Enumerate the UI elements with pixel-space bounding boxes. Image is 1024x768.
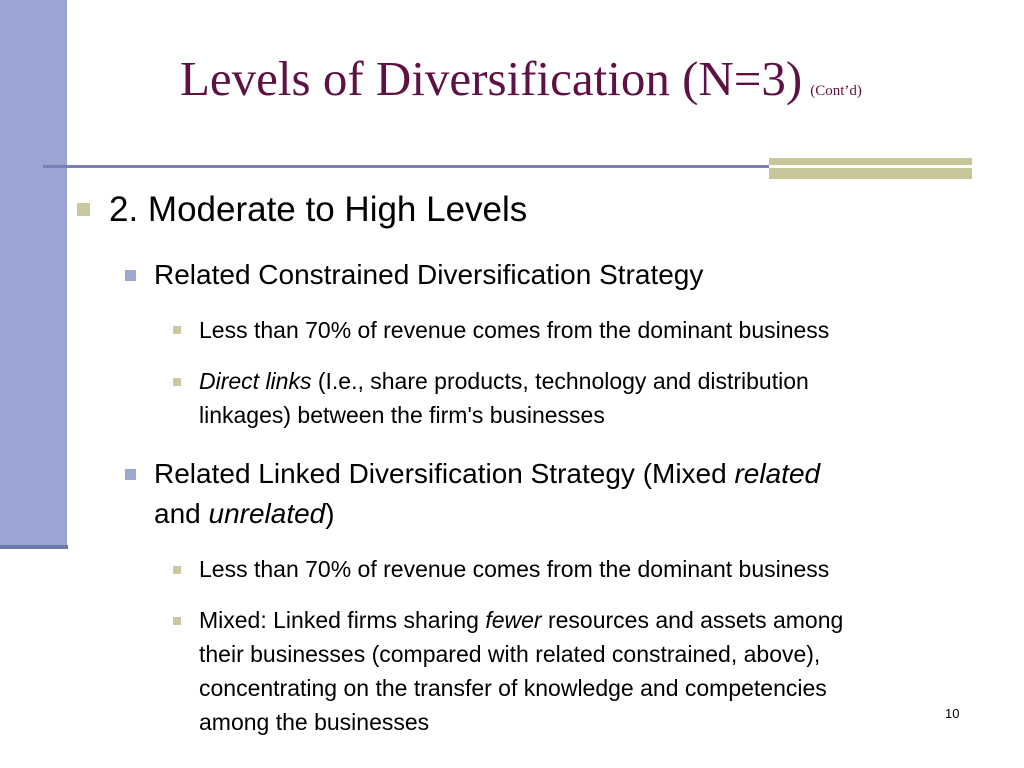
- title-divider: [43, 165, 773, 168]
- accent-bar-stripe: [769, 165, 972, 168]
- bullet-square-icon: [173, 326, 181, 334]
- unrelated-emphasis: unrelated: [208, 498, 326, 529]
- fewer-emphasis: fewer: [485, 607, 542, 633]
- linked-heading-and: and: [154, 498, 209, 529]
- linked-heading-line-2: [154, 495, 335, 533]
- constrained-point-2-line-2: linkages) between the firm's businesses: [199, 402, 605, 428]
- bullet-square-icon: [173, 378, 181, 386]
- slide-title-suffix: (Cont’d): [810, 83, 862, 99]
- linked-point-2-line-2: their businesses (compared with related constrained, above),: [199, 641, 821, 667]
- direct-links-emphasis: Direct links: [199, 368, 312, 394]
- linked-point-1: Less than 70% of revenue comes from the dominant business: [199, 556, 830, 582]
- bullet-square-icon: [125, 270, 136, 281]
- bullet-square-icon: [173, 617, 181, 625]
- level1-heading: 2. Moderate to High Levels: [109, 190, 528, 229]
- bullet-square-icon: [125, 469, 136, 480]
- related-emphasis: related: [734, 458, 821, 489]
- linked-point-2-text: Mixed: Linked firms sharing: [199, 607, 486, 633]
- linked-point-2-text-end: resources and assets among: [541, 607, 844, 633]
- linked-heading: [154, 455, 820, 493]
- linked-heading-text: Related Linked Diversification Strategy (Mixed: [154, 458, 735, 489]
- constrained-heading: Related Constrained Diversification Strategy: [154, 259, 704, 290]
- linked-point-2-line-4: among the businesses: [199, 709, 430, 735]
- linked-point-2: [199, 603, 843, 637]
- constrained-point-1: Less than 70% of revenue comes from the dominant business: [199, 317, 830, 343]
- linked-heading-close: ): [325, 498, 335, 529]
- sidebar-decoration: [0, 0, 67, 545]
- constrained-point-2-text: (I.e., share products, technology and distribution: [311, 368, 809, 394]
- bullet-square-icon: [173, 566, 181, 574]
- slide-title-text: Levels of Diversification (N=3): [180, 51, 803, 106]
- constrained-point-2: [199, 364, 809, 398]
- linked-point-2-line-3: concentrating on the transfer of knowledge and competencies: [199, 675, 827, 701]
- sidebar-shadow: [0, 545, 68, 549]
- page-number: 10: [945, 706, 960, 721]
- slide-title: [180, 49, 862, 121]
- bullet-square-icon: [77, 203, 90, 216]
- accent-bar: [769, 158, 972, 179]
